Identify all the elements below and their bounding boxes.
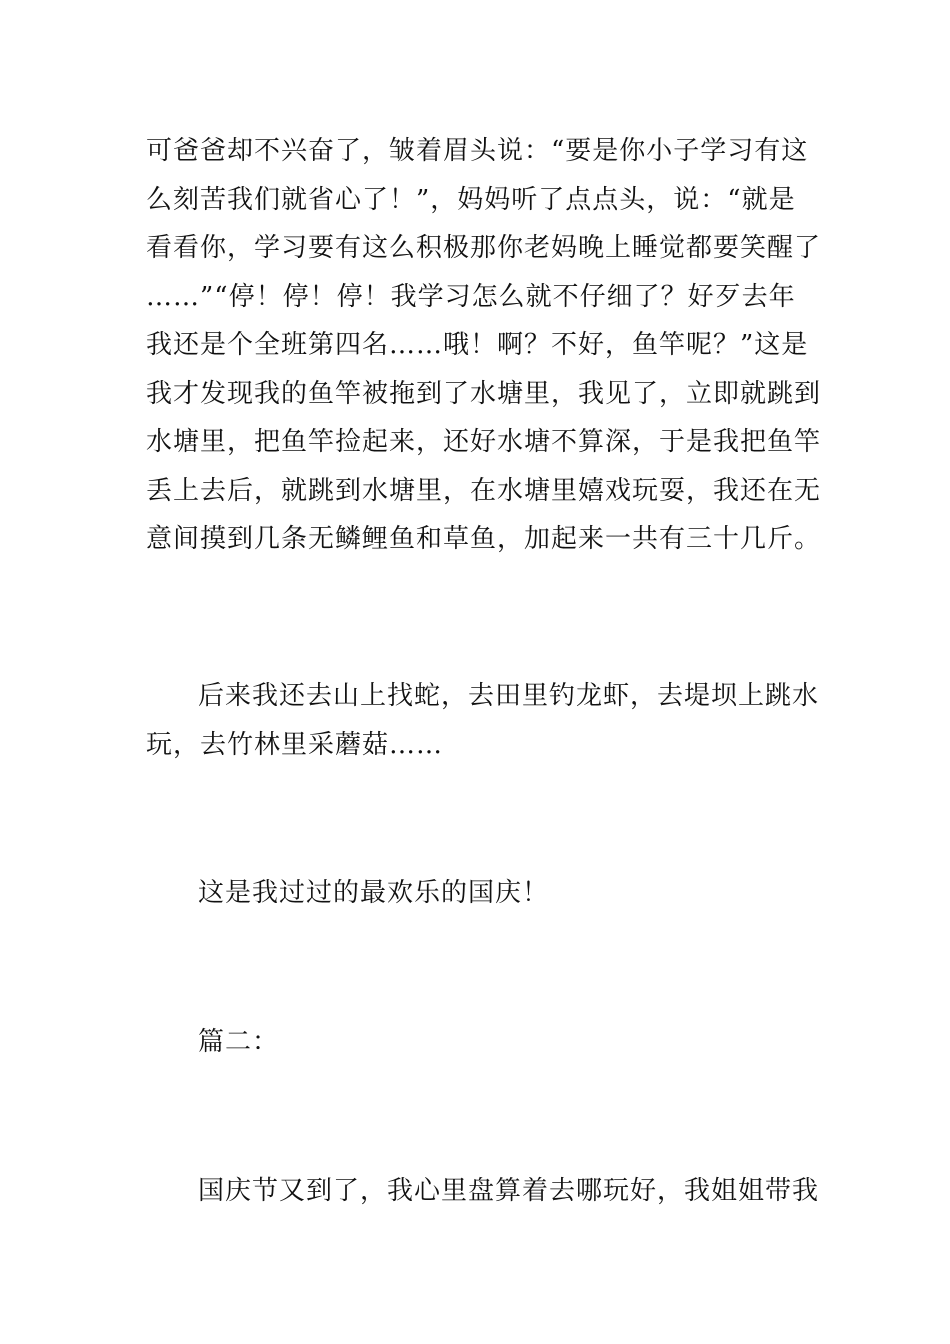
text-line: 玩，去竹林里采蘑菇…… bbox=[146, 729, 444, 760]
paragraph-conclusion bbox=[146, 869, 806, 918]
text-line: 国庆节又到了，我心里盘算着去哪玩好，我姐姐带我 bbox=[198, 1176, 820, 1206]
paragraph-continuation bbox=[146, 127, 822, 564]
text-line: 后来我还去山上找蛇，去田里钓龙虾，去堤坝上跳水 bbox=[198, 681, 820, 711]
paragraph-section-two-start bbox=[146, 1167, 820, 1216]
text-line: ……”“停！停！停！我学习怎么就不仔细了？好歹去年 bbox=[146, 281, 796, 312]
text-line: 可爸爸却不兴奋了，皱着眉头说：“要是你小子学习有这 bbox=[146, 136, 809, 166]
paragraph-activities bbox=[146, 672, 820, 769]
section-heading bbox=[146, 1018, 806, 1067]
text-line: 我还是个全班第四名……哦！啊？不好，鱼竿呢？”这是 bbox=[146, 330, 809, 360]
text-line: 水塘里，把鱼竿捡起来，还好水塘不算深，于是我把鱼竿 bbox=[146, 427, 822, 457]
text-line: 丢上去后，就跳到水塘里，在水塘里嬉戏玩耍，我还在无 bbox=[146, 475, 822, 506]
text-line: 么刻苦我们就省心了！”，妈妈听了点点头，说：“就是 bbox=[146, 184, 796, 215]
section-title: 篇二： bbox=[198, 1027, 280, 1057]
text-line: 意间摸到几条无鳞鲤鱼和草鱼，加起来一共有三十几斤。 bbox=[146, 524, 822, 554]
text-line: 我才发现我的鱼竿被拖到了水塘里，我见了，立即就跳到 bbox=[146, 378, 822, 409]
text-line: 看看你，学习要有这么积极那你老妈晚上睡觉都要笑醒了 bbox=[146, 233, 822, 263]
text-line: 这是我过过的最欢乐的国庆！ bbox=[198, 878, 550, 908]
